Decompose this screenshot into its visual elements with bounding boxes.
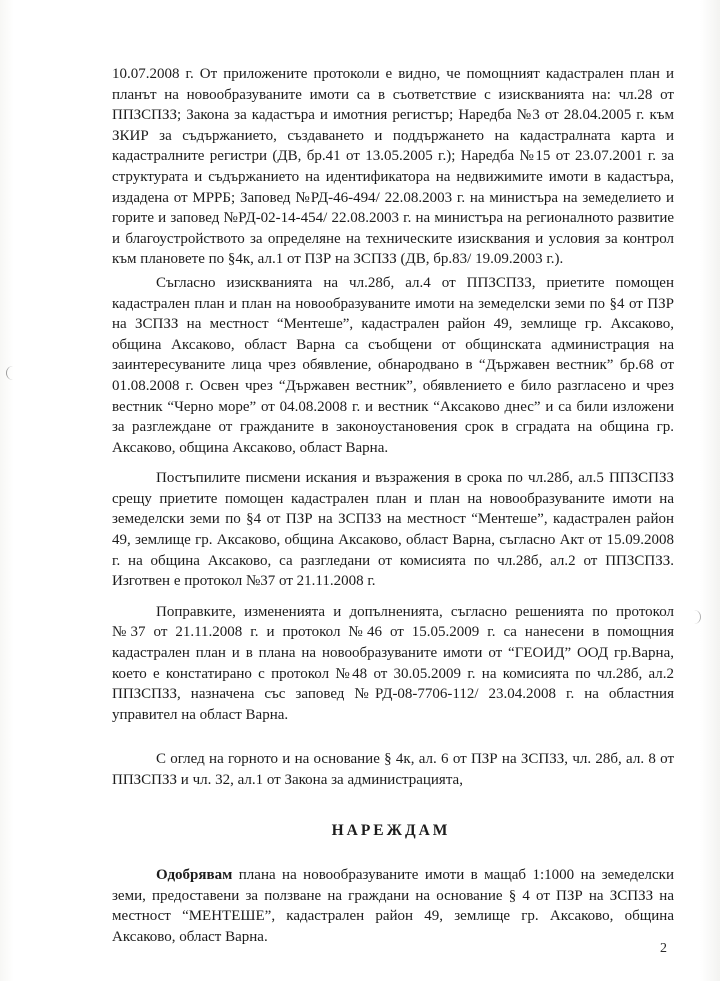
binding-hole-mark [690, 610, 701, 624]
order-heading: НАРЕЖДАМ [331, 821, 451, 839]
document-body [112, 64, 674, 948]
paragraph-compliance: 10.07.2008 г. От приложените протоколи е видно, че помощният кадастрален план и планът на новообразуваните имоти са в съответствие с изискванията на: чл.28 от ППЗСПЗЗ; Закона за кадастъра и имотния регистър; Наредба №3 от 28.04.2005 г. към ЗКИР за съдържанието, създаването и поддържането на кадастралната карта и кадастралните регистри (ДВ, бр.41 от 13.05.2005 г.); Наредба №15 от 23.07.2001 г. за структурата и съдържанието на идентификатора на недвижимите имоти в кадастъра, издадена от МРРБ; Заповед №РД-46-494/ 22.08.2003 г. на министъра на земеделието и горите и заповед №РД-02-14-454/ 22.08.2003 г. на министъра на регионалното развитие и благоустройството за определяне на техническите изисквания и условия за контрол към плановете по §4к, ал.1 от ПЗР на ЗСПЗЗ (ДВ, бр.83/ 19.09.2003 г.). [112, 66, 674, 268]
approval-text: плана на новообразуваните имоти в мащаб 1:1000 на земеделски земи, предоставени за ползване на граждани на основание § 4 от ПЗР на ЗСПЗЗ на местност “МЕНТЕШЕ”, кадастрален район 49, землище гр. Аксаково, община Аксаково, област Варна. [112, 867, 674, 945]
paragraph-corrections: Поправките, измененията и допълненията, съгласно решенията по протокол №37 от 21.11.2008 г. и протокол №46 от 15.05.2009 г. са нанесени в помощния кадастрален план и в плана на новообразуваните имоти от “ГЕОИД” ООД гр.Варна, което е констатирано с протокол №48 от 30.05.2009 г. на комисията по чл.28б, ал.2 ППЗСПЗЗ, назначена със заповед №РД-08-7706-112/ 23.04.2008 г. на областния управител на област Варна. [112, 603, 674, 723]
paragraph-legal-basis: С оглед на горното и на основание § 4к, ал. 6 от ПЗР на ЗСПЗЗ, чл. 28б, ал. 8 от ППЗСПЗЗ и чл. 32, ал.1 от Закона за администрацията, [112, 751, 674, 788]
paragraph-announcement: Съгласно изискванията на чл.28б, ал.4 от ППЗСПЗЗ, приетите помощен кадастрален план и план на новообразуваните имоти на земеделски земи по §4 от ПЗР на ЗСПЗЗ на местност “Ментеше”, кадастрален район 49, землище гр. Аксаково, община Аксаково, област Варна са съобщени от общинската администрация на заинтересуваните лица чрез обявление, обнародвано в “Държавен вестник” бр.68 от 01.08.2008 г. Освен чрез “Държавен вестник”, обявлението е било разгласено и чрез вестник “Черно море” от 04.08.2008 г. и вестник “Аксаково днес” и са били изложени за разглеждане от гражданите в законоустановения срок в сградата на община гр. Аксаково, община Аксаково, област Варна. [112, 274, 674, 456]
paragraph-approval [112, 865, 674, 947]
page-number: 2 [660, 941, 667, 956]
paragraph-objections: Постъпилите писмени искания и възражения в срока по чл.28б, ал.5 ППЗСПЗЗ срещу приетите помощен кадастрален план и план на новообразуваните имоти на земеделски земи по §4 от ПЗР на ЗСПЗЗ на местност “Ментеше”, кадастрален район 49, землище гр. Аксаково, община Аксаково, област Варна, съгласно Акт от 15.09.2008 г. на община Аксаково, са разгледани от комисията по чл.28б, ал.2 от ППЗСПЗЗ. Изготвен е протокол №37 от 21.11.2008 г. [112, 470, 674, 590]
approval-verb: Одобрявам [156, 867, 233, 884]
binding-hole-mark [6, 366, 17, 380]
